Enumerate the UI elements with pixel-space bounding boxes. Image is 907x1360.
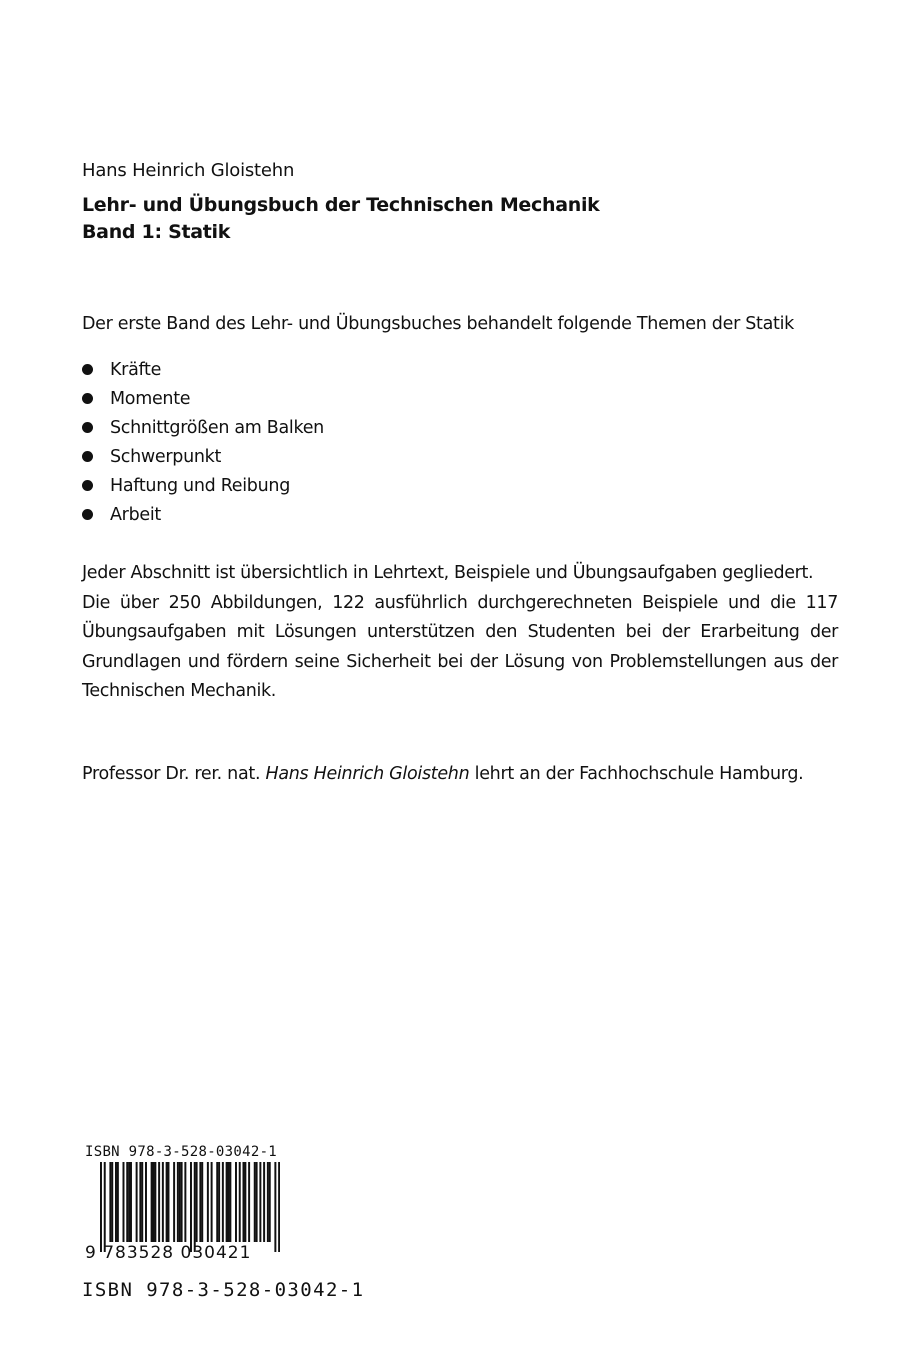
barcode-bar — [259, 1162, 261, 1242]
barcode-bar — [166, 1162, 168, 1242]
isbn-number: ISBN 978-3-528-03042-1 — [82, 1279, 365, 1301]
topic-label: Schnittgrößen am Balken — [110, 417, 324, 438]
list-item — [82, 413, 324, 442]
intro-text: Der erste Band des Lehr- und Übungsbuches behandelt folgende Themen der Statik — [82, 314, 794, 334]
barcode-bar — [130, 1162, 132, 1242]
barcode-bar — [274, 1162, 276, 1252]
barcode-bar — [136, 1162, 138, 1242]
barcode-bar — [263, 1162, 265, 1242]
barcode-bar — [181, 1162, 183, 1242]
barcode-bar — [162, 1162, 164, 1242]
list-item — [82, 355, 324, 384]
bullet-icon — [82, 451, 93, 462]
bio-prefix: Professor Dr. rer. nat. — [82, 764, 261, 784]
list-item — [82, 384, 324, 413]
barcode-bar — [117, 1162, 119, 1242]
bullet-icon — [82, 509, 93, 520]
list-item — [82, 442, 324, 471]
barcode-bar — [177, 1162, 179, 1242]
topic-label: Schwerpunkt — [110, 446, 222, 467]
barcode-bar — [190, 1162, 192, 1252]
bullet-icon — [82, 393, 93, 404]
barcode-bar — [141, 1162, 143, 1242]
list-item — [82, 471, 324, 500]
barcode-bar — [243, 1162, 245, 1242]
barcode-bar — [228, 1162, 230, 1242]
barcode-bar — [222, 1162, 224, 1242]
author-name: Hans Heinrich Gloistehn — [82, 160, 295, 181]
barcode-bar — [153, 1162, 155, 1242]
barcode-bar — [145, 1162, 147, 1242]
description-paragraph — [82, 559, 838, 707]
barcode-bar — [256, 1162, 258, 1242]
barcode-bar — [104, 1162, 106, 1252]
barcode-bar — [128, 1162, 130, 1242]
barcode-bar — [226, 1162, 228, 1242]
bullet-icon — [82, 422, 93, 433]
topic-label: Momente — [110, 388, 191, 409]
barcode-bar — [278, 1162, 280, 1252]
barcode-bar — [229, 1162, 231, 1242]
title-line-1: Lehr- und Übungsbuch der Technischen Mechanik — [82, 194, 600, 216]
barcode-bar — [139, 1162, 141, 1242]
barcode-digits: 9 783528 030421 — [85, 1243, 252, 1263]
barcode-bar — [154, 1162, 156, 1242]
barcode-isbn-label: ISBN 978-3-528-03042-1 — [85, 1144, 278, 1160]
book-title — [82, 192, 600, 246]
barcode-bar — [168, 1162, 170, 1242]
barcode-bar — [218, 1162, 220, 1242]
barcode-bar — [184, 1162, 186, 1242]
barcode-bar — [100, 1162, 102, 1252]
topic-label: Arbeit — [110, 504, 161, 525]
paragraph-line-1: Jeder Abschnitt ist übersichtlich in Lehrtext, Beispiele und Übungsaufgaben gegliedert. — [82, 563, 814, 583]
barcode-bar — [158, 1162, 160, 1242]
barcode-bar — [151, 1162, 153, 1242]
topic-label: Haftung und Reibung — [110, 475, 291, 496]
barcode-bar — [179, 1162, 181, 1242]
barcode-bar — [126, 1162, 128, 1242]
barcode-bar — [109, 1162, 111, 1242]
barcode-bar — [244, 1162, 246, 1242]
topic-list — [82, 355, 324, 529]
list-item — [82, 500, 324, 529]
barcode-bar — [269, 1162, 271, 1242]
barcode-bar — [207, 1162, 209, 1242]
barcode-bar — [267, 1162, 269, 1242]
bullet-icon — [82, 480, 93, 491]
bio-name: Hans Heinrich Gloistehn — [265, 764, 470, 784]
barcode-bar — [248, 1162, 250, 1242]
barcode-bar — [111, 1162, 113, 1242]
barcode-bar — [173, 1162, 175, 1242]
barcode-bar — [201, 1162, 203, 1242]
barcode-bar — [235, 1162, 237, 1242]
barcode — [100, 1162, 280, 1252]
barcode-bar — [199, 1162, 201, 1242]
barcode-bar — [239, 1162, 241, 1242]
barcode-bar — [254, 1162, 256, 1242]
barcode-bar — [196, 1162, 198, 1242]
barcode-bar — [194, 1162, 196, 1252]
topic-label: Kräfte — [110, 359, 162, 380]
barcode-bar — [115, 1162, 117, 1242]
barcode-bar — [211, 1162, 213, 1242]
barcode-bar — [123, 1162, 125, 1242]
paragraph-body: Die über 250 Abbildungen, 122 ausführlich durchgerechneten Beispiele und die 117 Übungsaufgaben mit Lösungen unterstützen den Studenten bei der Erarbeitung der Grundlagen und fördern seine Sicherheit bei der Lösung von Problemstellungen aus der Technischen Mechanik. — [82, 592, 838, 701]
barcode-bar — [216, 1162, 218, 1242]
author-bio — [82, 764, 803, 784]
bullet-icon — [82, 364, 93, 375]
title-line-2: Band 1: Statik — [82, 221, 231, 243]
bio-suffix: lehrt an der Fachhochschule Hamburg. — [474, 764, 804, 784]
